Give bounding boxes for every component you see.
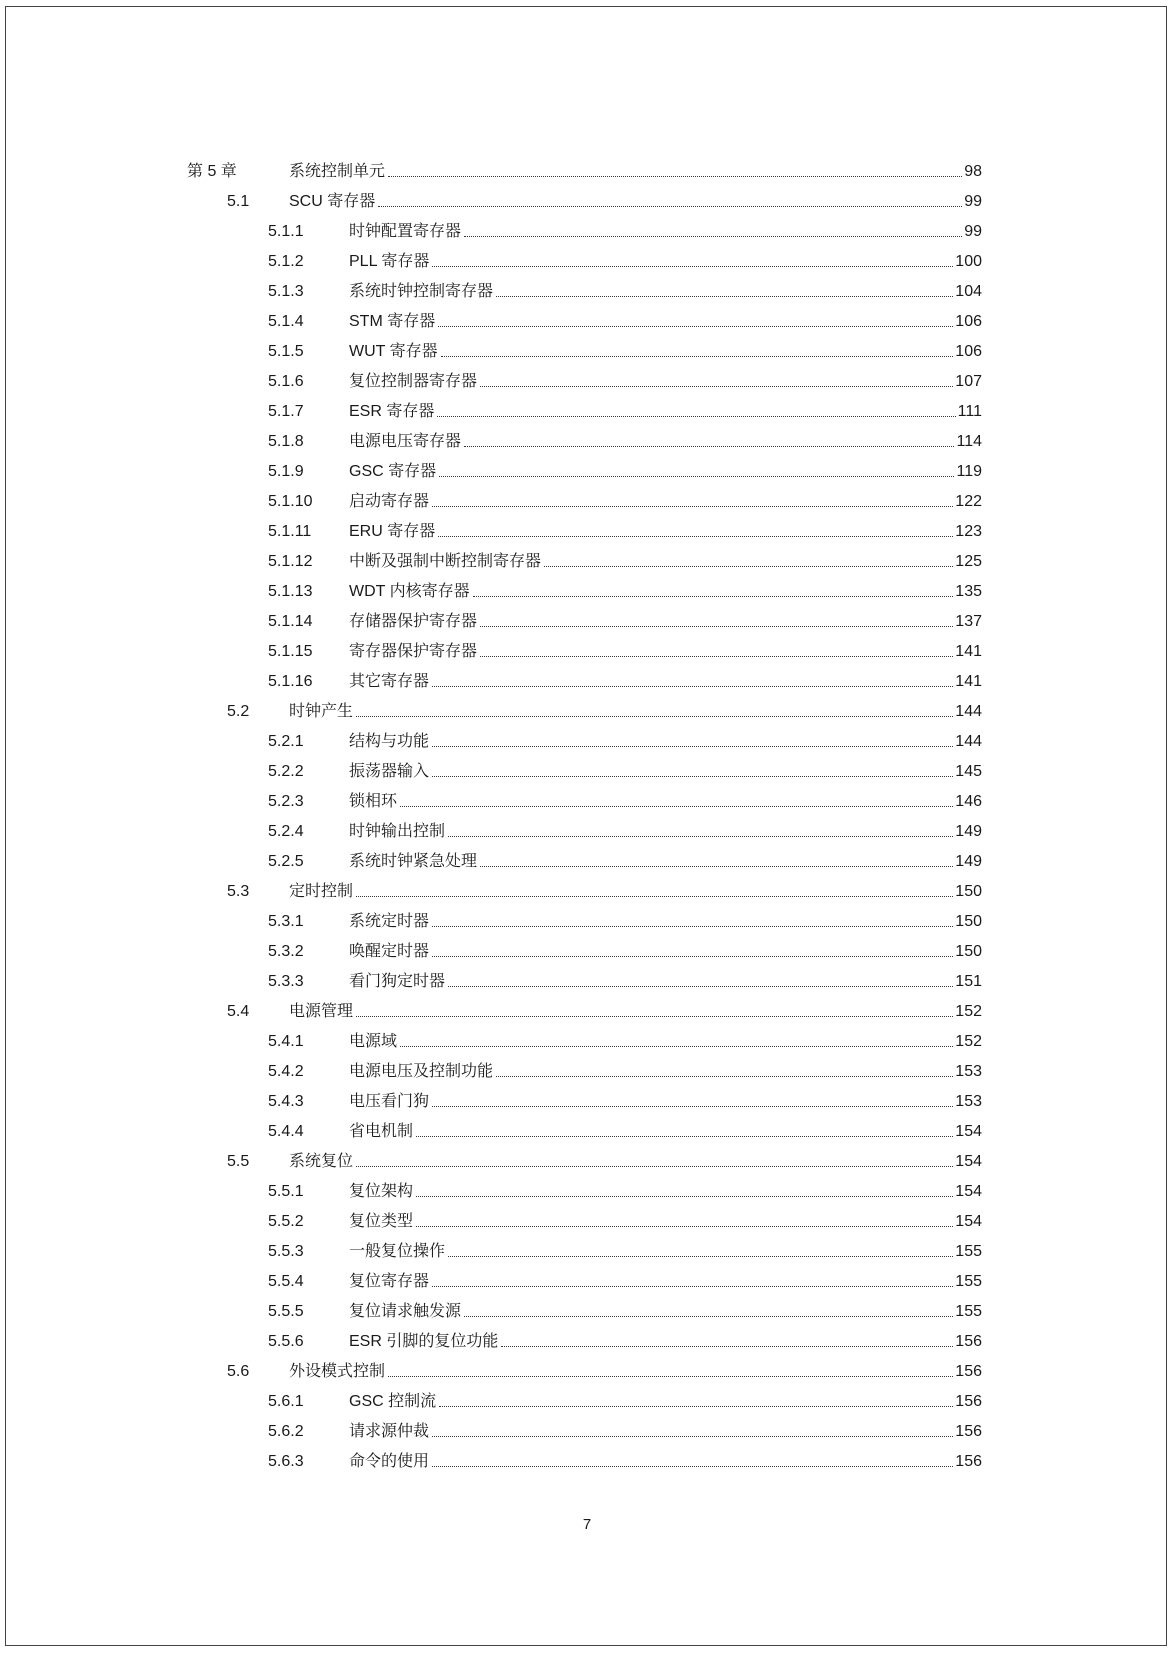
toc-entry-title: 存储器保护寄存器 bbox=[349, 613, 478, 630]
toc-entry-title: 命令的使用 bbox=[349, 1453, 430, 1470]
toc-entry-number: 5.1.4 bbox=[268, 313, 304, 330]
toc-entry-title: 结构与功能 bbox=[349, 733, 430, 750]
toc-dot-leader bbox=[448, 1256, 953, 1257]
toc-entry[interactable] bbox=[0, 697, 1174, 727]
toc-entry-page: 155 bbox=[955, 1243, 982, 1260]
toc-entry-number: 5.2 bbox=[227, 703, 250, 720]
toc-entry-page: 150 bbox=[955, 883, 982, 900]
toc-entry[interactable] bbox=[0, 1267, 1174, 1297]
toc-dot-leader bbox=[501, 1346, 953, 1347]
toc-entry-number: 5.1.14 bbox=[268, 613, 313, 630]
toc-entry-page: 155 bbox=[955, 1303, 982, 1320]
toc-entry-number: 5.3 bbox=[227, 883, 250, 900]
toc-entry[interactable] bbox=[0, 607, 1174, 637]
toc-entry-title: GSC 寄存器 bbox=[349, 463, 437, 480]
toc-entry[interactable] bbox=[0, 727, 1174, 757]
toc-entry-page: 114 bbox=[956, 433, 982, 450]
toc-entry-page: 98 bbox=[964, 163, 982, 180]
toc-entry-title: 电源电压及控制功能 bbox=[349, 1063, 494, 1080]
toc-entry-page: 99 bbox=[964, 223, 982, 240]
toc-dot-leader bbox=[473, 596, 953, 597]
toc-entry-number: 5.3.1 bbox=[268, 913, 304, 930]
toc-dot-leader bbox=[464, 446, 954, 447]
toc-dot-leader bbox=[464, 1316, 953, 1317]
toc-dot-leader bbox=[416, 1136, 953, 1137]
toc-entry-page: 99 bbox=[964, 193, 982, 210]
toc-entry-title: 电源电压寄存器 bbox=[349, 433, 462, 450]
toc-entry-title: 系统控制单元 bbox=[289, 163, 386, 180]
toc-entry-page: 154 bbox=[955, 1123, 982, 1140]
toc-entry-number: 5.5.2 bbox=[268, 1213, 304, 1230]
toc-entry-page: 149 bbox=[955, 853, 982, 870]
toc-entry-page: 141 bbox=[955, 673, 982, 690]
toc-entry[interactable] bbox=[0, 337, 1174, 367]
toc-entry-title: ESR 引脚的复位功能 bbox=[349, 1333, 499, 1350]
toc-entry-number: 5.1.13 bbox=[268, 583, 313, 600]
toc-entry-title: STM 寄存器 bbox=[349, 313, 436, 330]
toc-entry-title: 唤醒定时器 bbox=[349, 943, 430, 960]
toc-entry-title: 时钟配置寄存器 bbox=[349, 223, 462, 240]
toc-entry-number: 5.2.4 bbox=[268, 823, 304, 840]
toc-dot-leader bbox=[400, 1046, 953, 1047]
toc-entry-number: 5.1.10 bbox=[268, 493, 313, 510]
toc-entry-number: 5.1.15 bbox=[268, 643, 313, 660]
toc-entry-number: 5.1.5 bbox=[268, 343, 304, 360]
toc-dot-leader bbox=[416, 1226, 953, 1227]
toc-entry-title: 复位控制器寄存器 bbox=[349, 373, 478, 390]
toc-entry-number: 5.4.1 bbox=[268, 1033, 304, 1050]
toc-entry-title: PLL 寄存器 bbox=[349, 253, 430, 270]
toc-entry[interactable] bbox=[0, 1117, 1174, 1147]
toc-entry[interactable] bbox=[0, 877, 1174, 907]
toc-entry-title: ERU 寄存器 bbox=[349, 523, 436, 540]
toc-entry[interactable] bbox=[0, 1147, 1174, 1177]
toc-entry[interactable] bbox=[0, 1327, 1174, 1357]
toc-dot-leader bbox=[432, 266, 953, 267]
toc-dot-leader bbox=[432, 926, 953, 927]
toc-dot-leader bbox=[464, 236, 962, 237]
toc-entry-page: 104 bbox=[955, 283, 982, 300]
toc-entry-page: 156 bbox=[955, 1453, 982, 1470]
toc-entry-title: 一般复位操作 bbox=[349, 1243, 446, 1260]
toc-entry-number: 5.4.2 bbox=[268, 1063, 304, 1080]
toc-entry-number: 5.2.2 bbox=[268, 763, 304, 780]
toc-entry-page: 144 bbox=[955, 733, 982, 750]
toc-entry[interactable] bbox=[0, 517, 1174, 547]
toc-entry-title: 电源管理 bbox=[289, 1003, 354, 1020]
toc-entry-title: 振荡器输入 bbox=[349, 763, 430, 780]
toc-entry[interactable] bbox=[0, 757, 1174, 787]
toc-entry[interactable] bbox=[0, 457, 1174, 487]
toc-entry-number: 5.1.8 bbox=[268, 433, 304, 450]
toc-entry[interactable] bbox=[0, 907, 1174, 937]
toc-entry-page: 141 bbox=[955, 643, 982, 660]
toc-entry-title: 启动寄存器 bbox=[349, 493, 430, 510]
toc-entry[interactable] bbox=[0, 217, 1174, 247]
toc-entry-title: 系统定时器 bbox=[349, 913, 430, 930]
toc-entry[interactable] bbox=[0, 847, 1174, 877]
toc-dot-leader bbox=[544, 566, 953, 567]
toc-entry-title: WUT 寄存器 bbox=[349, 343, 438, 360]
toc-dot-leader bbox=[400, 806, 953, 807]
toc-entry-number: 5.2.1 bbox=[268, 733, 304, 750]
toc-entry-page: 100 bbox=[955, 253, 982, 270]
toc-dot-leader bbox=[441, 356, 953, 357]
toc-entry-page: 123 bbox=[955, 523, 982, 540]
toc-entry-title: 复位架构 bbox=[349, 1183, 414, 1200]
toc-dot-leader bbox=[480, 626, 953, 627]
toc-dot-leader bbox=[356, 716, 953, 717]
toc-entry-number: 5.1.9 bbox=[268, 463, 304, 480]
toc-dot-leader bbox=[432, 746, 953, 747]
toc-dot-leader bbox=[438, 536, 953, 537]
toc-dot-leader bbox=[480, 386, 953, 387]
toc-entry-number: 5.6.1 bbox=[268, 1393, 304, 1410]
toc-entry[interactable] bbox=[0, 547, 1174, 577]
toc-entry-page: 107 bbox=[955, 373, 982, 390]
toc-entry-page: 106 bbox=[955, 313, 982, 330]
toc-entry[interactable] bbox=[0, 1447, 1174, 1477]
toc-entry-page: 156 bbox=[955, 1423, 982, 1440]
toc-entry-title: 时钟产生 bbox=[289, 703, 354, 720]
toc-entry-page: 146 bbox=[955, 793, 982, 810]
toc-dot-leader bbox=[438, 326, 953, 327]
toc-entry-title: 系统时钟控制寄存器 bbox=[349, 283, 494, 300]
toc-entry-number: 5.6.2 bbox=[268, 1423, 304, 1440]
toc-entry-page: 119 bbox=[956, 463, 982, 480]
toc-entry-number: 5.4 bbox=[227, 1003, 250, 1020]
toc-entry-page: 145 bbox=[955, 763, 982, 780]
toc-entry[interactable] bbox=[0, 1387, 1174, 1417]
toc-dot-leader bbox=[356, 896, 953, 897]
toc-entry-number: 5.1 bbox=[227, 193, 250, 210]
toc-entry-page: 154 bbox=[955, 1153, 982, 1170]
toc-entry[interactable] bbox=[0, 1417, 1174, 1447]
toc-entry-number: 5.3.2 bbox=[268, 943, 304, 960]
toc-entry[interactable] bbox=[0, 397, 1174, 427]
toc-entry-title: 外设模式控制 bbox=[289, 1363, 386, 1380]
toc-entry-page: 156 bbox=[955, 1333, 982, 1350]
toc-dot-leader bbox=[356, 1166, 953, 1167]
toc-entry-title: 看门狗定时器 bbox=[349, 973, 446, 990]
toc-entry-title: 系统复位 bbox=[289, 1153, 354, 1170]
toc-entry-number: 5.2.3 bbox=[268, 793, 304, 810]
toc-entry-number: 5.1.11 bbox=[268, 523, 312, 540]
toc-entry-title: 系统时钟紧急处理 bbox=[349, 853, 478, 870]
toc-entry[interactable] bbox=[0, 1357, 1174, 1387]
toc-entry-title: GSC 控制流 bbox=[349, 1393, 437, 1410]
toc-dot-leader bbox=[388, 176, 962, 177]
toc-entry-number: 5.3.3 bbox=[268, 973, 304, 990]
toc-entry[interactable] bbox=[0, 187, 1174, 217]
toc-entry-number: 5.5.3 bbox=[268, 1243, 304, 1260]
toc-entry-page: 137 bbox=[955, 613, 982, 630]
toc-entry-number: 第 5 章 bbox=[187, 163, 237, 180]
toc-entry-number: 5.4.4 bbox=[268, 1123, 304, 1140]
toc-entry-page: 154 bbox=[955, 1213, 982, 1230]
toc-entry-page: 125 bbox=[955, 553, 982, 570]
toc-dot-leader bbox=[448, 836, 953, 837]
toc-entry-page: 156 bbox=[955, 1393, 982, 1410]
toc-entry-page: 154 bbox=[955, 1183, 982, 1200]
toc-entry-title: 锁相环 bbox=[349, 793, 398, 810]
toc-entry[interactable] bbox=[0, 997, 1174, 1027]
toc-entry-page: 106 bbox=[955, 343, 982, 360]
toc-entry-number: 5.5.4 bbox=[268, 1273, 304, 1290]
toc-entry-number: 5.6 bbox=[227, 1363, 250, 1380]
toc-entry-title: 复位寄存器 bbox=[349, 1273, 430, 1290]
toc-dot-leader bbox=[388, 1376, 953, 1377]
toc-entry-number: 5.1.12 bbox=[268, 553, 313, 570]
toc-dot-leader bbox=[432, 1106, 953, 1107]
toc-entry[interactable] bbox=[0, 157, 1174, 187]
toc-entry-number: 5.1.16 bbox=[268, 673, 313, 690]
toc-entry-page: 153 bbox=[955, 1093, 982, 1110]
toc-entry-page: 149 bbox=[955, 823, 982, 840]
toc-entry-page: 144 bbox=[955, 703, 982, 720]
toc-entry-title: 电压看门狗 bbox=[349, 1093, 430, 1110]
toc-entry[interactable] bbox=[0, 637, 1174, 667]
toc-entry-title: 中断及强制中断控制寄存器 bbox=[349, 553, 542, 570]
toc-entry-page: 151 bbox=[955, 973, 982, 990]
toc-entry[interactable] bbox=[0, 427, 1174, 457]
toc-entry-number: 5.2.5 bbox=[268, 853, 304, 870]
toc-entry[interactable] bbox=[0, 367, 1174, 397]
toc-entry[interactable] bbox=[0, 1297, 1174, 1327]
toc-entry-page: 152 bbox=[955, 1003, 982, 1020]
toc-dot-leader bbox=[432, 1286, 953, 1287]
toc-entry[interactable] bbox=[0, 787, 1174, 817]
toc-dot-leader bbox=[432, 956, 953, 957]
toc-entry[interactable] bbox=[0, 1087, 1174, 1117]
toc-entry-title: SCU 寄存器 bbox=[289, 193, 376, 210]
toc-entry-page: 153 bbox=[955, 1063, 982, 1080]
toc-entry-title: 复位类型 bbox=[349, 1213, 414, 1230]
toc-dot-leader bbox=[480, 866, 953, 867]
toc-entry-title: 请求源仲裁 bbox=[349, 1423, 430, 1440]
toc-entry-number: 5.1.6 bbox=[268, 373, 304, 390]
toc-entry-number: 5.6.3 bbox=[268, 1453, 304, 1470]
toc-entry[interactable] bbox=[0, 937, 1174, 967]
page-number: 7 bbox=[582, 1516, 592, 1533]
toc-entry[interactable] bbox=[0, 1057, 1174, 1087]
toc-entry-title: 省电机制 bbox=[349, 1123, 414, 1140]
toc-entry-number: 5.5.1 bbox=[268, 1183, 304, 1200]
toc-entry-title: 电源域 bbox=[349, 1033, 398, 1050]
toc-entry-page: 150 bbox=[955, 943, 982, 960]
toc-entry-page: 122 bbox=[955, 493, 982, 510]
toc-dot-leader bbox=[432, 1466, 953, 1467]
toc-dot-leader bbox=[432, 1436, 953, 1437]
toc-entry[interactable] bbox=[0, 1207, 1174, 1237]
toc-dot-leader bbox=[496, 296, 953, 297]
toc-entry[interactable] bbox=[0, 817, 1174, 847]
toc-entry-page: 135 bbox=[955, 583, 982, 600]
toc-entry-number: 5.5 bbox=[227, 1153, 250, 1170]
toc-entry-title: 其它寄存器 bbox=[349, 673, 430, 690]
toc-entry[interactable] bbox=[0, 1027, 1174, 1057]
toc-dot-leader bbox=[416, 1196, 953, 1197]
toc-entry-title: 寄存器保护寄存器 bbox=[349, 643, 478, 660]
table-of-contents bbox=[0, 157, 1174, 1477]
toc-entry-page: 150 bbox=[955, 913, 982, 930]
toc-dot-leader bbox=[439, 1406, 953, 1407]
toc-entry-page: 111 bbox=[957, 403, 982, 420]
toc-entry-number: 5.1.7 bbox=[268, 403, 304, 420]
toc-dot-leader bbox=[448, 986, 953, 987]
toc-dot-leader bbox=[480, 656, 953, 657]
toc-entry[interactable] bbox=[0, 667, 1174, 697]
toc-entry-number: 5.1.1 bbox=[268, 223, 304, 240]
toc-dot-leader bbox=[432, 686, 953, 687]
toc-entry[interactable] bbox=[0, 277, 1174, 307]
toc-entry-number: 5.1.3 bbox=[268, 283, 304, 300]
toc-entry-title: ESR 寄存器 bbox=[349, 403, 435, 420]
toc-entry-title: 时钟输出控制 bbox=[349, 823, 446, 840]
toc-dot-leader bbox=[439, 476, 954, 477]
toc-entry-number: 5.5.6 bbox=[268, 1333, 304, 1350]
toc-entry-page: 152 bbox=[955, 1033, 982, 1050]
toc-entry[interactable] bbox=[0, 307, 1174, 337]
toc-dot-leader bbox=[496, 1076, 953, 1077]
toc-entry-title: 复位请求触发源 bbox=[349, 1303, 462, 1320]
toc-dot-leader bbox=[356, 1016, 953, 1017]
toc-entry[interactable] bbox=[0, 1177, 1174, 1207]
toc-dot-leader bbox=[378, 206, 962, 207]
toc-entry[interactable] bbox=[0, 967, 1174, 997]
toc-entry-number: 5.4.3 bbox=[268, 1093, 304, 1110]
toc-entry[interactable] bbox=[0, 577, 1174, 607]
toc-entry-number: 5.5.5 bbox=[268, 1303, 304, 1320]
toc-entry[interactable] bbox=[0, 487, 1174, 517]
toc-entry-title: 定时控制 bbox=[289, 883, 354, 900]
toc-dot-leader bbox=[432, 776, 953, 777]
toc-entry-number: 5.1.2 bbox=[268, 253, 304, 270]
toc-entry-page: 155 bbox=[955, 1273, 982, 1290]
toc-entry[interactable] bbox=[0, 1237, 1174, 1267]
toc-dot-leader bbox=[432, 506, 953, 507]
toc-entry-page: 156 bbox=[955, 1363, 982, 1380]
toc-entry[interactable] bbox=[0, 247, 1174, 277]
toc-dot-leader bbox=[437, 416, 956, 417]
toc-entry-title: WDT 内核寄存器 bbox=[349, 583, 470, 600]
